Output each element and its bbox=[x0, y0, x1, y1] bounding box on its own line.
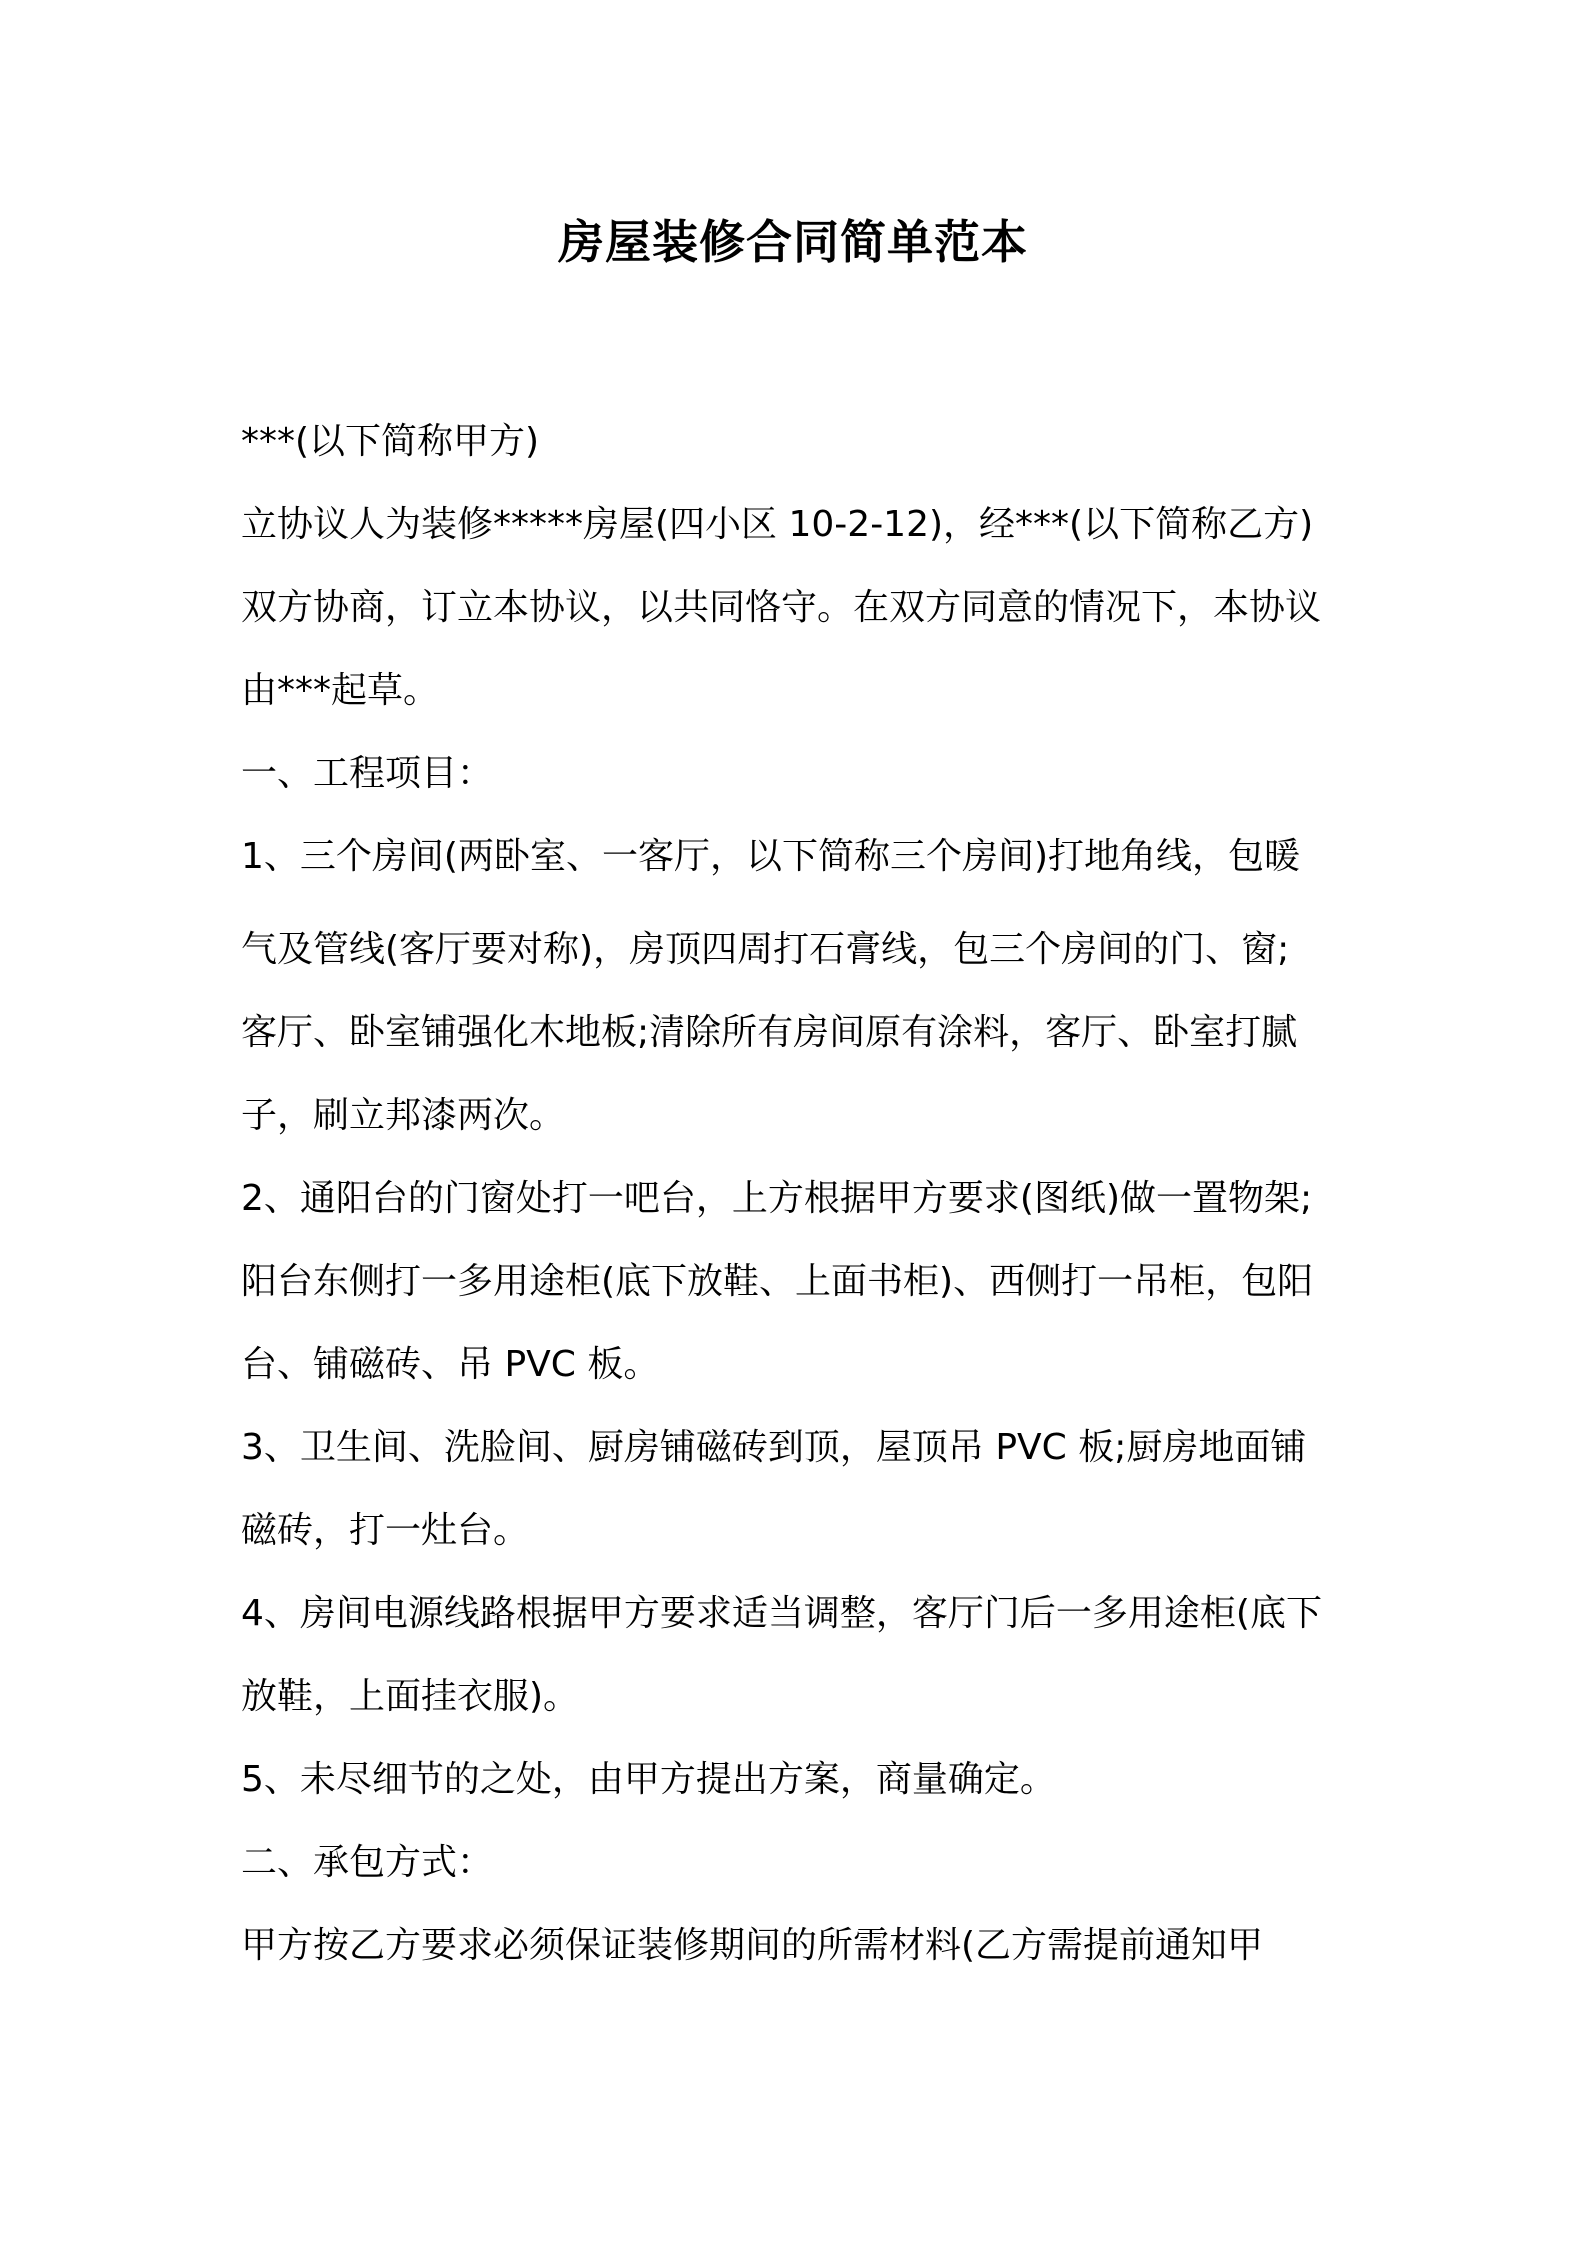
intro-line-3: 由***起草。 bbox=[241, 670, 440, 711]
intro-line-2: 双方协商，订立本协议，以共同恪守。在双方同意的情况下，本协议 bbox=[241, 587, 1322, 628]
item-4-line-2: 放鞋，上面挂衣服)。 bbox=[241, 1676, 580, 1717]
item-2-line-2: 阳台东侧打一多用途柜(底下放鞋、上面书柜)、西侧打一吊柜，包阳 bbox=[241, 1261, 1314, 1302]
item-3-line-2: 磁砖，打一灶台。 bbox=[241, 1510, 530, 1551]
section-heading-projects: 一、工程项目： bbox=[241, 753, 494, 794]
document-title: 房屋装修合同简单范本 bbox=[558, 215, 1028, 269]
contracting-line-1: 甲方按乙方要求必须保证装修期间的所需材料(乙方需提前通知甲 bbox=[241, 1925, 1264, 1966]
item-1-line-1: 1、三个房间(两卧室、一客厅，以下简称三个房间)打地角线，包暖 bbox=[241, 836, 1300, 877]
document-body bbox=[241, 400, 1347, 1987]
item-1-line-4: 子，刷立邦漆两次。 bbox=[241, 1095, 566, 1136]
item-4-line-1: 4、房间电源线路根据甲方要求适当调整，客厅门后一多用途柜(底下 bbox=[241, 1593, 1322, 1634]
item-1-line-2: 气及管线(客厅要对称)，房顶四周打石膏线，包三个房间的门、窗; bbox=[241, 929, 1290, 970]
party-a-line: ***(以下简称甲方) bbox=[241, 421, 540, 462]
intro-line-1: 立协议人为装修*****房屋(四小区 10-2-12)，经***(以下简称乙方) bbox=[241, 504, 1314, 545]
section-heading-contracting: 二、承包方式： bbox=[241, 1842, 494, 1883]
item-5-line-1: 5、未尽细节的之处，由甲方提出方案，商量确定。 bbox=[241, 1759, 1056, 1800]
item-3-line-1: 3、卫生间、洗脸间、厨房铺磁砖到顶，屋顶吊 PVC 板;厨房地面铺 bbox=[241, 1427, 1307, 1468]
item-2-line-1: 2、通阳台的门窗处打一吧台，上方根据甲方要求(图纸)做一置物架; bbox=[241, 1178, 1313, 1219]
item-1-line-3: 客厅、卧室铺强化木地板;清除所有房间原有涂料，客厅、卧室打腻 bbox=[241, 1012, 1298, 1053]
item-2-line-3: 台、铺磁砖、吊 PVC 板。 bbox=[241, 1344, 660, 1385]
